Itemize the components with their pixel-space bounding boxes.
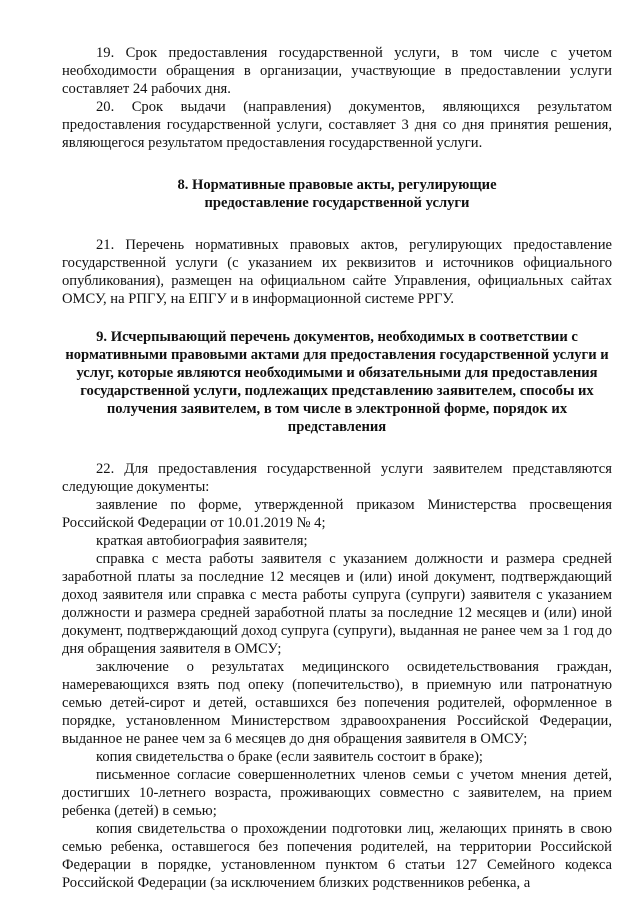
section-9-heading: 9. Исчерпывающий перечень документов, необходимых в соответствии с нормативными правовыми актами для предоставления государственной услуги и услуг, которые являются необходимыми и обязательными для предоставления государственной услуги, подлежащих представлению заявителем, способы их получения заявителем, в том числе в электронной форме, порядок их представления (65, 329, 609, 435)
list-item: справка с места работы заявителя с указанием должности и размера средней заработной платы за последние 12 месяцев и (или) иной документ, подтверждающий доход заявителя или справка с места работы супруга (супруги) заявителя с указанием должности и размера средней заработной платы за последние 12 месяцев и (или) иной документ, подтверждающий доход супруга (супруги), выданная не ранее чем за 1 год до дня обращения заявителя в ОМСУ; (62, 551, 612, 657)
list-item: копия свидетельства о прохождении подготовки лиц, желающих принять в свою семью ребенка, оставшегося без попечения родителей, на территории Российской Федерации в порядке, установленном пунктом 6 статьи 127 Семейного кодекса Российской Федерации (за исключением близких родственников ребенка, а (62, 821, 612, 891)
list-item: краткая автобиография заявителя; (96, 533, 308, 549)
list-item: заявление по форме, утвержденной приказом Министерства просвещения Российской Федерации от 10.01.2019 № 4; (62, 497, 612, 531)
list-item: заключение о результатах медицинского освидетельствования граждан, намеревающихся взять под опеку (попечительство), в приемную или патронатную семью детей-сирот и детей, оставшихся без попечения родителей, оформленное в порядке, установленном Министерством здравоохранения Российской Федерации, выданное не ранее чем за 6 месяцев до дня обращения заявителя в ОМСУ; (62, 659, 612, 747)
list-item: копия свидетельства о браке (если заявитель состоит в браке); (96, 749, 483, 765)
paragraph-20: 20. Срок выдачи (направления) документов, являющихся результатом предоставления государственной услуги, составляет 3 дня со дня принятия решения, являющегося результатом предоставления государственной услуги. (62, 99, 612, 151)
section-8-heading-line-2: предоставление государственной услуги (204, 195, 470, 211)
paragraph-22: 22. Для предоставления государственной услуги заявителем представляются следующие документы: (62, 461, 612, 495)
section-8-heading-line-1: 8. Нормативные правовые акты, регулирующие (177, 177, 497, 193)
paragraph-21: 21. Перечень нормативных правовых актов, регулирующих предоставление государственной услуги (с указанием их реквизитов и источников официального опубликования), размещен на официальном сайте Управления, официальных сайтах ОМСУ, на РПГУ, на ЕПГУ и в информационной системе РРГУ. (62, 237, 612, 307)
paragraph-19: 19. Срок предоставления государственной услуги, в том числе с учетом необходимости обращения в организации, участвующие в предоставлении услуги составляет 24 рабочих дня. (62, 45, 612, 97)
document-page (62, 44, 612, 892)
list-item: письменное согласие совершеннолетних членов семьи с учетом мнения детей, достигших 10-летнего возраста, проживающих совместно с заявителем, на прием ребенка (детей) в семью; (62, 767, 612, 819)
